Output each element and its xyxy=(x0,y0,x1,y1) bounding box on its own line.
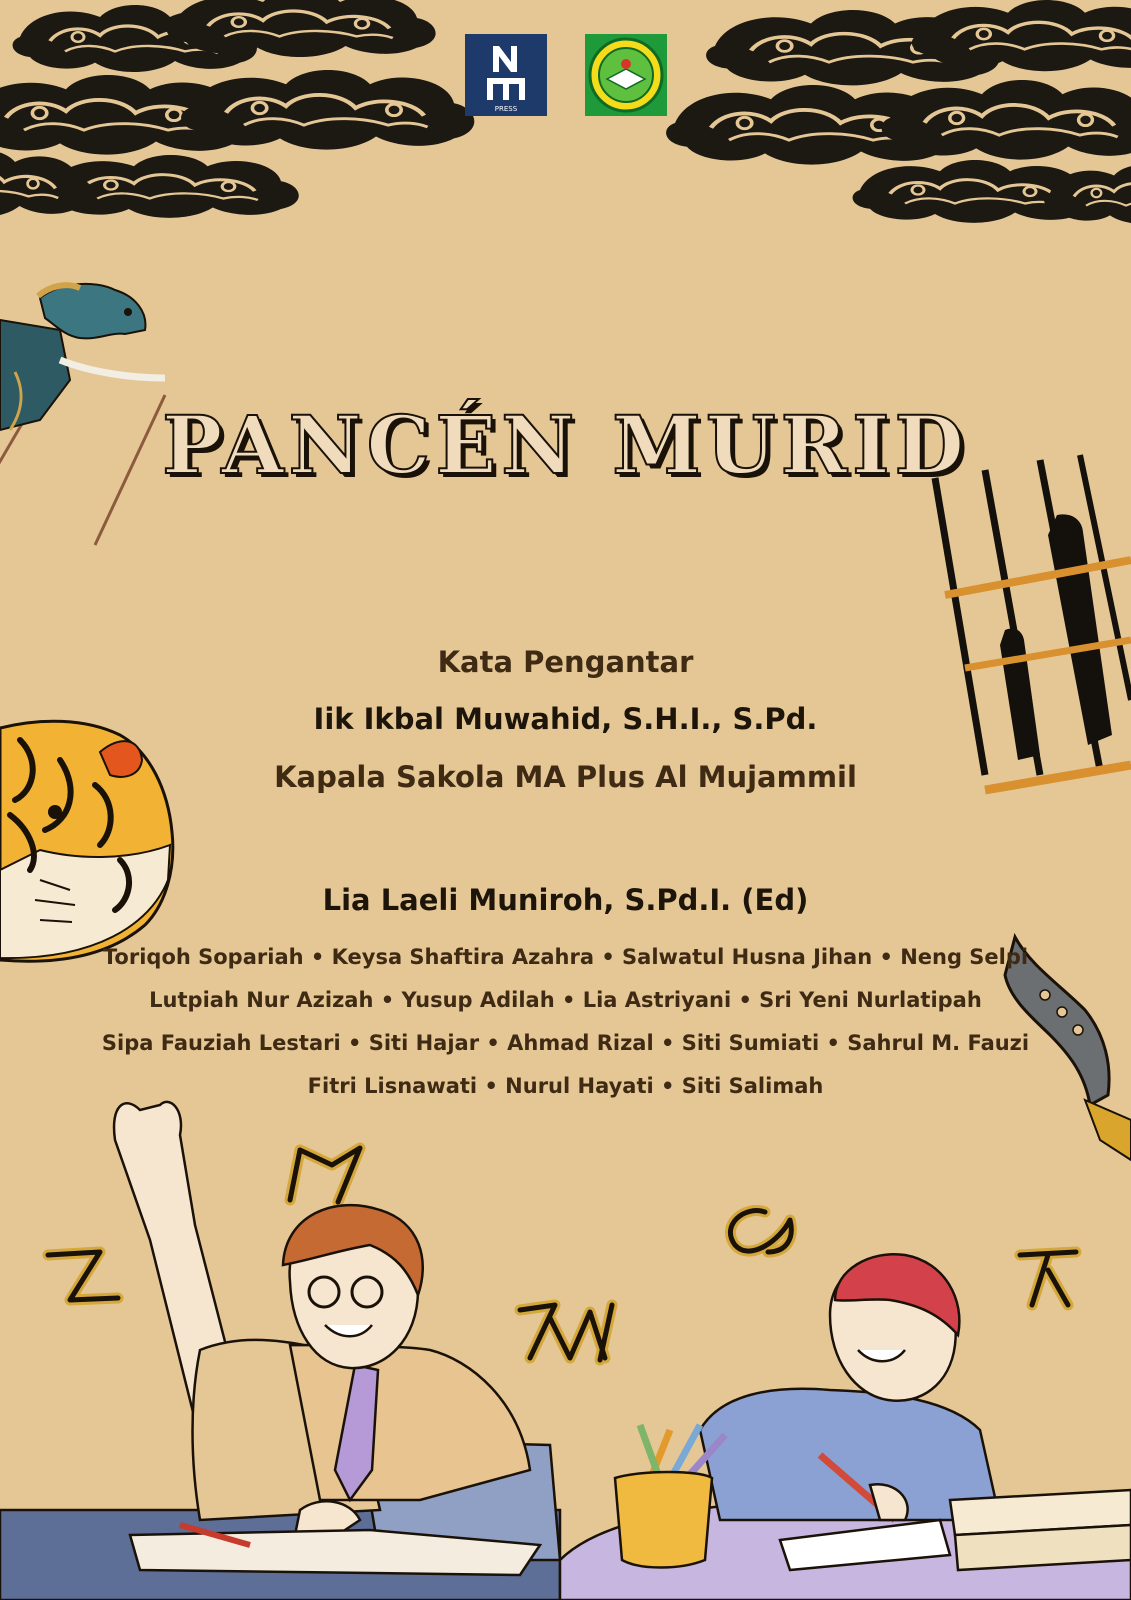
nm-press-logo xyxy=(465,34,547,116)
mega-mendung-cloud-icon xyxy=(666,0,1131,224)
angklung-icon xyxy=(935,455,1131,790)
contributor-line: Lutpiah Nur Azizah • Yusup Adilah • Lia Astriyani • Sri Yeni Nurlatipah xyxy=(149,988,982,1012)
tiger-icon xyxy=(0,721,173,961)
foreword-author: Iik Ikbal Muwahid, S.H.I., S.Pd. xyxy=(313,702,818,736)
foreword-author-role: Kapala Sakola MA Plus Al Mujammil xyxy=(274,760,857,794)
student-raising-hand-illustration xyxy=(0,1102,560,1600)
contributor-list xyxy=(0,936,1131,1108)
contributor-line: Toriqoh Sopariah • Keysa Shaftira Azahra • Salwatul Husna Jihan • Neng Selpi xyxy=(102,945,1029,969)
book-title: PANCÉN MURID xyxy=(162,398,969,492)
school-emblem-logo xyxy=(585,34,667,116)
editor-name: Lia Laeli Muniroh, S.Pd.I. (Ed) xyxy=(322,883,809,917)
svg-text:PRESS: PRESS xyxy=(494,105,518,113)
foreword-heading: Kata Pengantar xyxy=(437,645,694,679)
contributor-line: Fitri Lisnawati • Nurul Hayati • Siti Salimah xyxy=(307,1074,824,1098)
mega-mendung-cloud-icon xyxy=(0,0,474,218)
contributor-line: Sipa Fauziah Lestari • Siti Hajar • Ahmad Rizal • Siti Sumiati • Sahrul M. Fauzi xyxy=(101,1031,1030,1055)
